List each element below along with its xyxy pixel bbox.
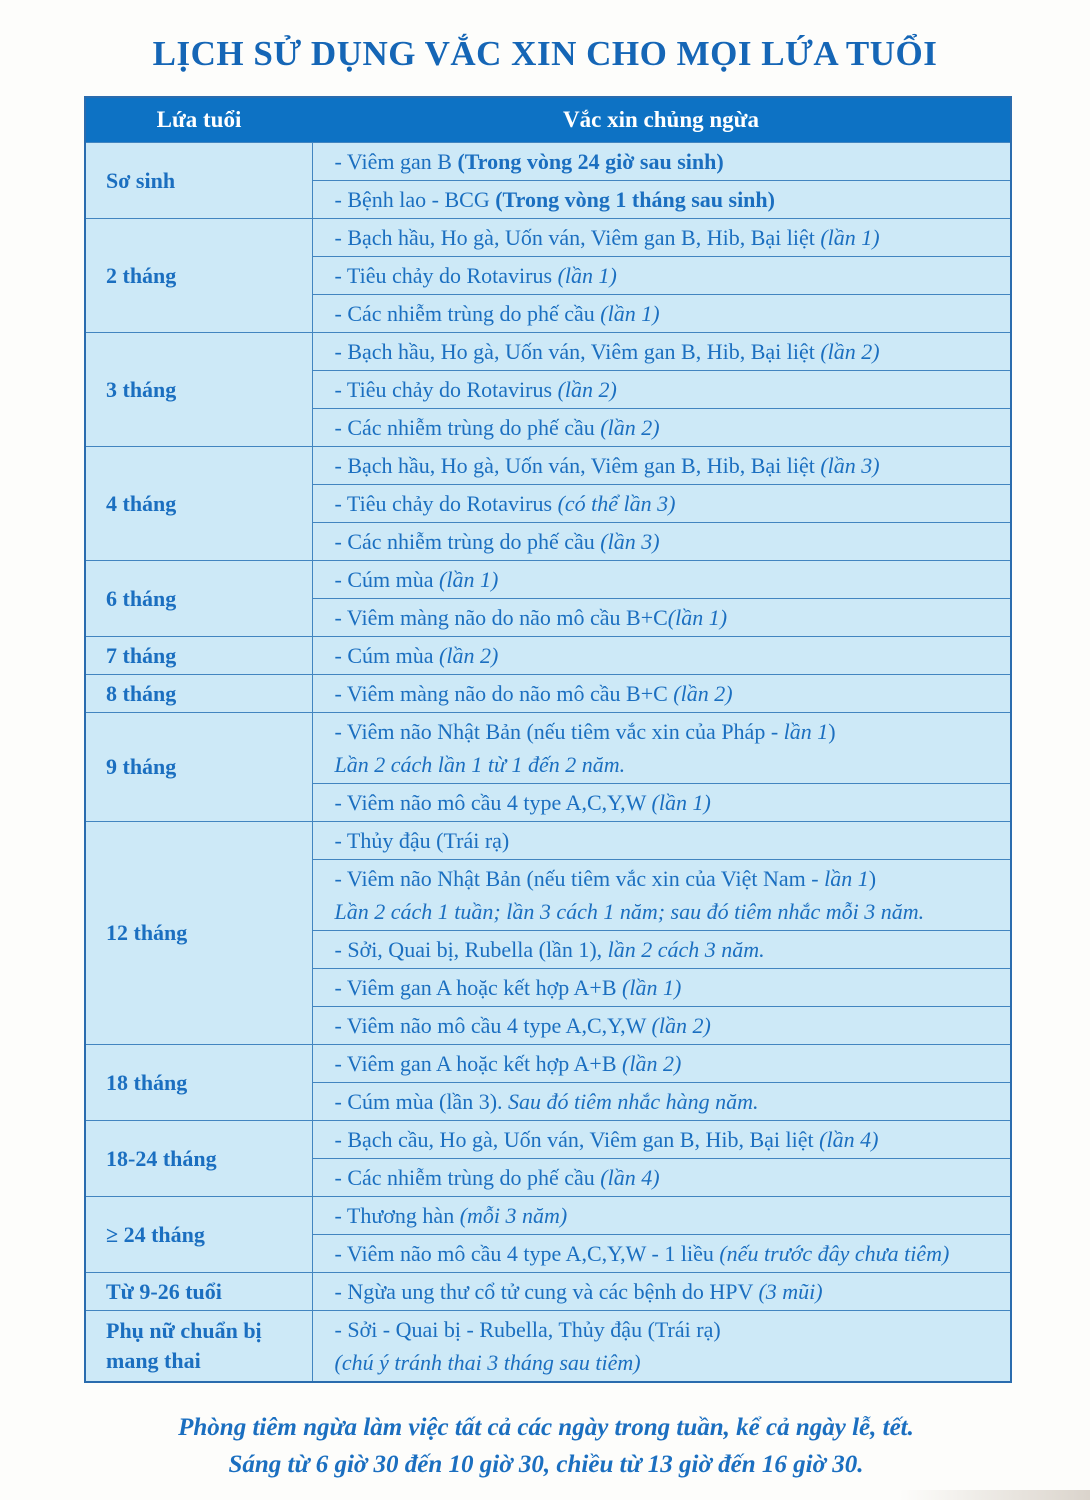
- vaccine-line: [335, 639, 1003, 672]
- text-segment: - Tiêu chảy do Rotavirus: [334, 263, 558, 288]
- vaccine-line: [335, 786, 1003, 819]
- vaccine-line: [335, 1275, 1003, 1308]
- text-segment: Lần 2 cách lần 1 từ 1 đến 2 năm.: [334, 752, 626, 777]
- text-segment: (lần 2): [439, 643, 499, 668]
- text-segment: - Bạch hầu, Ho gà, Uốn ván, Viêm gan B, Hib, Bại liệt: [334, 225, 821, 250]
- text-segment: (3 mũi): [758, 1279, 823, 1304]
- vaccine-line: [335, 895, 1003, 928]
- text-segment: (lần 1): [439, 567, 499, 592]
- text-segment: - Tiêu chảy do Rotavirus: [334, 377, 558, 402]
- vaccine-cell: [312, 1311, 1011, 1383]
- text-segment: - Cúm mùa (lần 3).: [334, 1089, 509, 1114]
- vaccine-cell: [312, 713, 1011, 784]
- text-segment: (lần 2): [622, 1051, 682, 1076]
- text-segment: (chú ý tránh thai 3 tháng sau tiêm): [334, 1350, 641, 1375]
- vaccine-cell: [312, 447, 1011, 485]
- text-segment: (có thể lần 3): [557, 491, 676, 516]
- vaccine-cell: [312, 931, 1011, 969]
- age-cell: Sơ sinh: [85, 143, 312, 219]
- vaccine-line: [335, 411, 1003, 444]
- text-segment: - Viêm não mô cầu 4 type A,C,Y,W - 1 liều: [334, 1241, 720, 1266]
- vaccine-line: [335, 1313, 1003, 1346]
- text-segment: (lần 2): [820, 339, 880, 364]
- vaccine-line: [335, 563, 1003, 596]
- age-cell: 18-24 tháng: [85, 1121, 312, 1197]
- text-segment: - Các nhiễm trùng do phế cầu: [334, 301, 601, 326]
- text-segment: (lần 3): [820, 453, 880, 478]
- text-segment: (lần 1): [667, 605, 728, 630]
- vaccine-line: [335, 1009, 1003, 1042]
- vaccine-cell: [312, 1273, 1011, 1311]
- vaccine-cell: [312, 675, 1011, 713]
- vaccine-line: [335, 748, 1003, 781]
- text-segment: - Thủy đậu (Trái rạ): [334, 828, 510, 853]
- footer-line2: Sáng từ 6 giờ 30 đến 10 giờ 30, chiều từ 13 giờ đến 16 giờ 30.: [228, 1451, 864, 1478]
- footer-note: [84, 1409, 1008, 1483]
- vaccine-line: [335, 449, 1003, 482]
- text-segment: (nếu trước đây chưa tiêm): [719, 1241, 950, 1266]
- vaccine-line: [335, 259, 1003, 292]
- vaccine-line: [335, 1123, 1003, 1156]
- text-segment: (lần 1): [600, 301, 660, 326]
- text-segment: - Các nhiễm trùng do phế cầu: [334, 415, 601, 440]
- text-segment: - Ngừa ung thư cổ tử cung và các bệnh do HPV: [334, 1279, 759, 1304]
- age-cell: 3 tháng: [85, 333, 312, 447]
- vaccine-cell: [312, 1235, 1011, 1273]
- text-segment: (lần 2): [600, 415, 660, 440]
- text-segment: lần 1: [824, 866, 869, 891]
- age-cell: 7 tháng: [85, 637, 312, 675]
- text-segment: - Cúm mùa: [334, 643, 439, 668]
- table-row: [85, 143, 1011, 181]
- vaccine-cell: [312, 485, 1011, 523]
- text-segment: - Các nhiễm trùng do phế cầu: [334, 529, 601, 554]
- text-segment: lần 2 cách 3 năm.: [607, 937, 765, 962]
- table-row: [85, 637, 1011, 675]
- vaccine-line: [335, 1346, 1003, 1379]
- text-segment: ): [828, 719, 836, 744]
- text-segment: (Trong vòng 24 giờ sau sinh): [457, 149, 724, 174]
- vaccine-cell: [312, 257, 1011, 295]
- vaccine-line: [335, 715, 1003, 748]
- vaccine-line: [335, 933, 1003, 966]
- text-segment: Sau đó tiêm nhắc hàng năm.: [508, 1089, 759, 1114]
- footer-line1: Phòng tiêm ngừa làm việc tất cả các ngày trong tuần, kể cả ngày lễ, tết.: [178, 1414, 914, 1441]
- table-row: [85, 447, 1011, 485]
- text-segment: (lần 1): [622, 975, 682, 1000]
- vaccine-cell: [312, 1007, 1011, 1045]
- vaccine-line: [335, 677, 1003, 710]
- text-segment: (lần 1): [557, 263, 617, 288]
- table-row: [85, 675, 1011, 713]
- text-segment: (lần 2): [651, 1013, 711, 1038]
- vaccine-line: [335, 1199, 1003, 1232]
- vaccine-line: [335, 1237, 1003, 1270]
- col-header-vaccine: Vắc xin chủng ngừa: [312, 97, 1011, 143]
- text-segment: (lần 2): [673, 681, 733, 706]
- vaccine-line: [335, 601, 1003, 634]
- vaccine-cell: [312, 409, 1011, 447]
- vaccine-cell: [312, 295, 1011, 333]
- age-cell: ≥ 24 tháng: [85, 1197, 312, 1273]
- text-segment: - Sởi - Quai bị - Rubella, Thủy đậu (Trái rạ): [334, 1317, 721, 1342]
- text-segment: - Cúm mùa: [334, 567, 439, 592]
- col-header-age: Lứa tuổi: [85, 97, 312, 143]
- text-segment: - Bạch cầu, Ho gà, Uốn ván, Viêm gan B, Hib, Bại liệt: [334, 1127, 820, 1152]
- vaccine-line: [335, 525, 1003, 558]
- vaccine-line: [335, 373, 1003, 406]
- text-segment: - Bạch hầu, Ho gà, Uốn ván, Viêm gan B, Hib, Bại liệt: [334, 339, 821, 364]
- text-segment: - Tiêu chảy do Rotavirus: [334, 491, 558, 516]
- vaccine-cell: [312, 1121, 1011, 1159]
- table-row: [85, 561, 1011, 599]
- vaccine-line: [335, 335, 1003, 368]
- table-row: [85, 822, 1011, 860]
- text-segment: (lần 2): [557, 377, 617, 402]
- vaccine-schedule-table: [84, 96, 1012, 1383]
- age-cell: 2 tháng: [85, 219, 312, 333]
- age-cell: 8 tháng: [85, 675, 312, 713]
- table-row: [85, 1197, 1011, 1235]
- vaccine-cell: [312, 219, 1011, 257]
- table-row: [85, 713, 1011, 784]
- table-row: [85, 1311, 1011, 1383]
- vaccine-line: [335, 145, 1003, 178]
- scan-edge-artifact: [900, 1490, 1090, 1500]
- age-cell: 12 tháng: [85, 822, 312, 1045]
- text-segment: - Viêm màng não do não mô cầu B+C: [334, 605, 668, 630]
- text-segment: - Viêm gan B: [334, 149, 458, 174]
- vaccine-line: [335, 221, 1003, 254]
- table-row: [85, 1121, 1011, 1159]
- vaccine-line: [335, 1047, 1003, 1080]
- text-segment: - Viêm não mô cầu 4 type A,C,Y,W: [334, 790, 652, 815]
- vaccine-cell: [312, 860, 1011, 931]
- text-segment: - Viêm gan A hoặc kết hợp A+B: [334, 1051, 623, 1076]
- age-cell: 18 tháng: [85, 1045, 312, 1121]
- text-segment: - Bệnh lao - BCG: [334, 187, 496, 212]
- text-segment: (Trong vòng 1 tháng sau sinh): [495, 187, 775, 212]
- vaccine-cell: [312, 561, 1011, 599]
- vaccine-cell: [312, 143, 1011, 181]
- text-segment: (lần 4): [819, 1127, 879, 1152]
- table-row: [85, 1045, 1011, 1083]
- vaccine-cell: [312, 181, 1011, 219]
- text-segment: - Thương hàn: [334, 1203, 460, 1228]
- vaccine-line: [335, 297, 1003, 330]
- text-segment: (lần 1): [820, 225, 880, 250]
- age-cell: Từ 9-26 tuổi: [85, 1273, 312, 1311]
- text-segment: - Viêm màng não do não mô cầu B+C: [334, 681, 674, 706]
- text-segment: - Bạch hầu, Ho gà, Uốn ván, Viêm gan B, Hib, Bại liệt: [334, 453, 821, 478]
- vaccine-cell: [312, 1045, 1011, 1083]
- page-title: LỊCH SỬ DỤNG VẮC XIN CHO MỌI LỨA TUỔI: [152, 34, 938, 73]
- vaccine-cell: [312, 969, 1011, 1007]
- text-segment: - Viêm gan A hoặc kết hợp A+B: [334, 975, 623, 1000]
- age-cell: 4 tháng: [85, 447, 312, 561]
- text-segment: - Sởi, Quai bị, Rubella (lần 1),: [334, 937, 608, 962]
- vaccine-line: [335, 824, 1003, 857]
- vaccine-cell: [312, 637, 1011, 675]
- header-row: [85, 97, 1011, 143]
- vaccine-cell: [312, 1083, 1011, 1121]
- age-cell: 9 tháng: [85, 713, 312, 822]
- text-segment: lần 1: [783, 719, 829, 744]
- vaccine-cell: [312, 784, 1011, 822]
- text-segment: - Các nhiễm trùng do phế cầu: [334, 1165, 601, 1190]
- vaccine-cell: [312, 599, 1011, 637]
- text-segment: Lần 2 cách 1 tuần; lần 3 cách 1 năm; sau đó tiêm nhắc mỗi 3 năm.: [334, 899, 925, 924]
- vaccine-cell: [312, 371, 1011, 409]
- vaccine-line: [335, 862, 1003, 895]
- age-cell: 6 tháng: [85, 561, 312, 637]
- vaccine-cell: [312, 822, 1011, 860]
- text-segment: ): [868, 866, 877, 891]
- table-body: [85, 143, 1011, 1383]
- table-row: [85, 219, 1011, 257]
- vaccine-cell: [312, 333, 1011, 371]
- text-segment: (mỗi 3 năm): [459, 1203, 568, 1228]
- table-header: [85, 97, 1011, 143]
- vaccine-line: [335, 971, 1003, 1004]
- vaccine-line: [335, 1085, 1003, 1118]
- vaccine-cell: [312, 1197, 1011, 1235]
- age-cell: Phụ nữ chuẩn bị mang thai: [85, 1311, 312, 1383]
- text-segment: (lần 3): [600, 529, 660, 554]
- vaccine-line: [335, 1161, 1003, 1194]
- text-segment: - Viêm não Nhật Bản (nếu tiêm vắc xin của Việt Nam -: [334, 866, 825, 891]
- vaccine-line: [335, 487, 1003, 520]
- table-row: [85, 1273, 1011, 1311]
- text-segment: - Viêm não mô cầu 4 type A,C,Y,W: [334, 1013, 652, 1038]
- text-segment: (lần 1): [651, 790, 711, 815]
- table-row: [85, 333, 1011, 371]
- vaccine-cell: [312, 1159, 1011, 1197]
- vaccine-line: [335, 183, 1003, 216]
- text-segment: (lần 4): [600, 1165, 660, 1190]
- text-segment: - Viêm não Nhật Bản (nếu tiêm vắc xin của Pháp -: [334, 719, 784, 744]
- vaccine-cell: [312, 523, 1011, 561]
